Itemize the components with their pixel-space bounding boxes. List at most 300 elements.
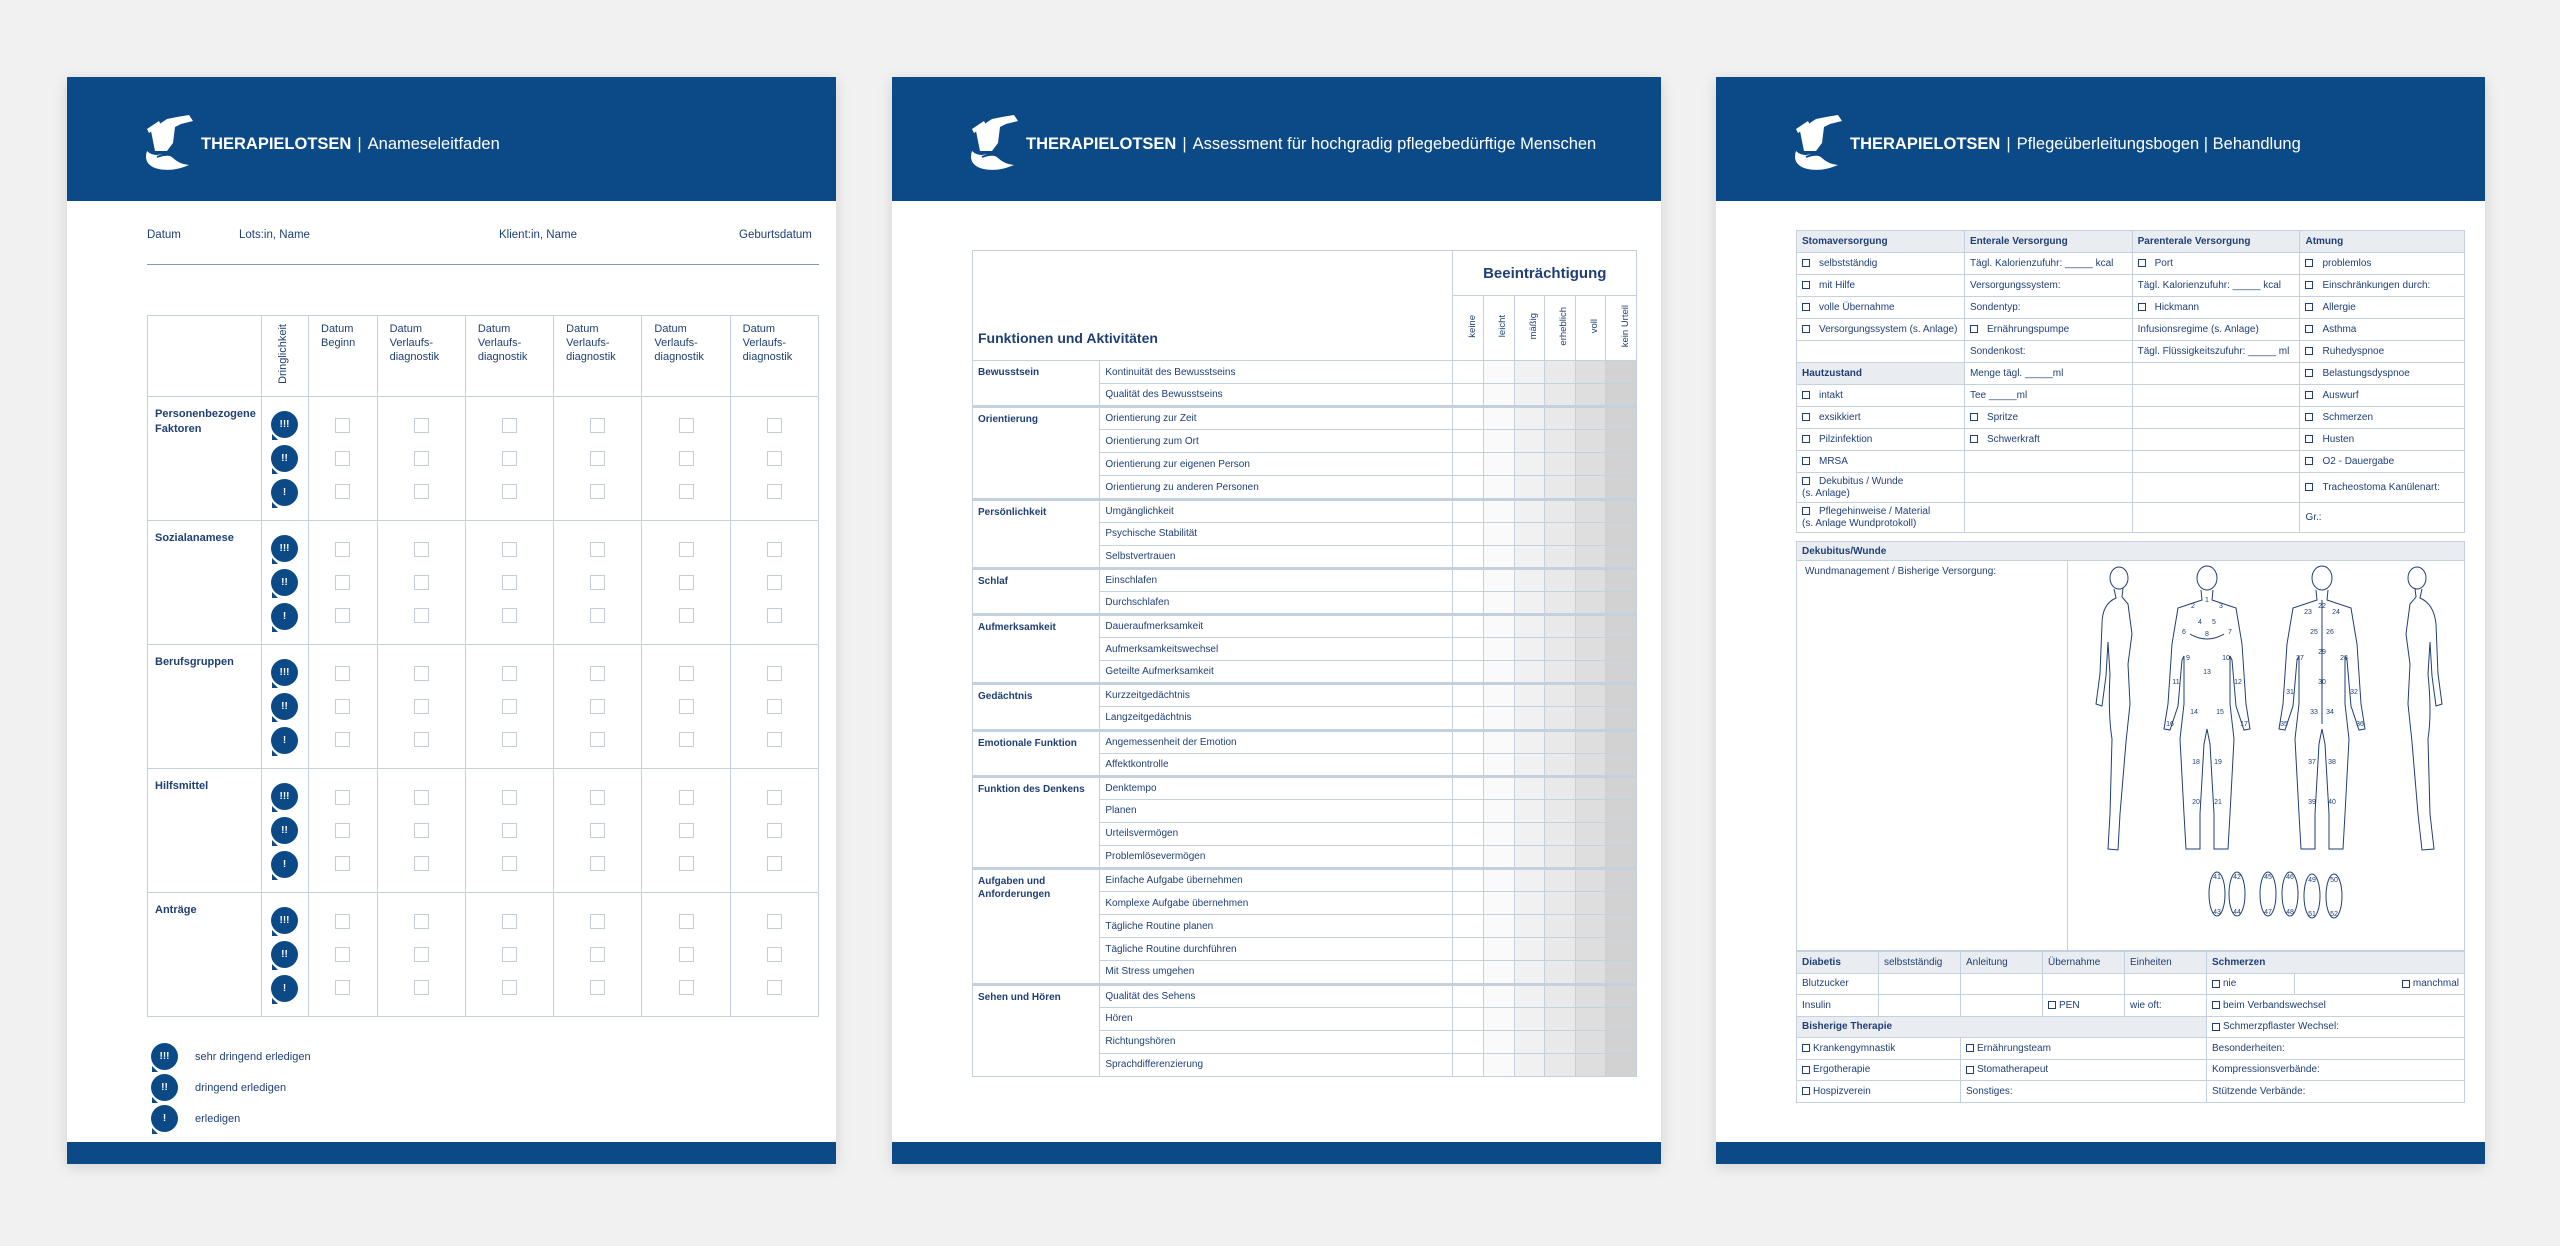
checkbox-icon[interactable] — [2138, 303, 2146, 311]
rating-cell[interactable] — [1545, 1030, 1576, 1053]
checkbox[interactable] — [767, 451, 782, 466]
rating-cell[interactable] — [1484, 799, 1515, 822]
rating-cell[interactable] — [1484, 568, 1515, 591]
rating-cell[interactable] — [1484, 407, 1515, 430]
checkbox[interactable] — [767, 608, 782, 623]
rating-cell[interactable] — [1575, 730, 1606, 753]
rating-cell[interactable] — [1484, 522, 1515, 545]
rating-cell[interactable] — [1514, 661, 1545, 684]
checkbox[interactable] — [590, 856, 605, 871]
rating-cell[interactable] — [1606, 776, 1637, 799]
checkbox[interactable] — [767, 575, 782, 590]
diabetes-cell[interactable] — [1961, 973, 2043, 995]
checkbox[interactable] — [502, 484, 517, 499]
checkbox-icon[interactable] — [2305, 391, 2313, 399]
rating-cell[interactable] — [1606, 1007, 1637, 1030]
checkbox[interactable] — [414, 542, 429, 557]
rating-cell[interactable] — [1606, 361, 1637, 384]
rating-cell[interactable] — [1606, 430, 1637, 453]
checkbox[interactable] — [679, 451, 694, 466]
checkbox[interactable] — [335, 484, 350, 499]
checkbox-icon[interactable] — [2048, 1001, 2056, 1009]
rating-cell[interactable] — [1514, 730, 1545, 753]
rating-cell[interactable] — [1453, 384, 1484, 407]
rating-cell[interactable] — [1514, 1030, 1545, 1053]
checkbox-icon[interactable] — [1802, 413, 1810, 421]
rating-cell[interactable] — [1453, 822, 1484, 845]
rating-cell[interactable] — [1453, 938, 1484, 961]
checkbox[interactable] — [414, 914, 429, 929]
rating-cell[interactable] — [1484, 499, 1515, 522]
checkbox[interactable] — [767, 980, 782, 995]
checkbox[interactable] — [335, 856, 350, 871]
rating-cell[interactable] — [1453, 869, 1484, 892]
rating-cell[interactable] — [1453, 499, 1484, 522]
rating-cell[interactable] — [1575, 1030, 1606, 1053]
rating-cell[interactable] — [1514, 453, 1545, 476]
rating-cell[interactable] — [1575, 476, 1606, 499]
rating-cell[interactable] — [1545, 361, 1576, 384]
rating-cell[interactable] — [1575, 892, 1606, 915]
rating-cell[interactable] — [1545, 822, 1576, 845]
rating-cell[interactable] — [1484, 915, 1515, 938]
checkbox[interactable] — [679, 699, 694, 714]
rating-cell[interactable] — [1606, 892, 1637, 915]
checkbox[interactable] — [502, 451, 517, 466]
checkbox[interactable] — [502, 980, 517, 995]
checkbox[interactable] — [335, 542, 350, 557]
rating-cell[interactable] — [1484, 684, 1515, 707]
rating-cell[interactable] — [1514, 568, 1545, 591]
rating-cell[interactable] — [1484, 591, 1515, 614]
checkbox-icon[interactable] — [1802, 507, 1810, 515]
checkbox[interactable] — [767, 914, 782, 929]
checkbox-icon[interactable] — [2305, 369, 2313, 377]
rating-cell[interactable] — [1514, 638, 1545, 661]
rating-cell[interactable] — [1606, 799, 1637, 822]
checkbox[interactable] — [502, 608, 517, 623]
rating-cell[interactable] — [1453, 684, 1484, 707]
checkbox[interactable] — [590, 608, 605, 623]
checkbox[interactable] — [414, 666, 429, 681]
rating-cell[interactable] — [1575, 499, 1606, 522]
diabetes-cell[interactable] — [1879, 973, 1961, 995]
checkbox[interactable] — [502, 790, 517, 805]
checkbox-icon[interactable] — [1802, 391, 1810, 399]
checkbox[interactable] — [414, 699, 429, 714]
checkbox[interactable] — [335, 699, 350, 714]
rating-cell[interactable] — [1484, 361, 1515, 384]
checkbox[interactable] — [335, 666, 350, 681]
rating-cell[interactable] — [1606, 499, 1637, 522]
rating-cell[interactable] — [1514, 869, 1545, 892]
checkbox[interactable] — [335, 732, 350, 747]
checkbox[interactable] — [590, 418, 605, 433]
rating-cell[interactable] — [1606, 615, 1637, 638]
rating-cell[interactable] — [1575, 869, 1606, 892]
checkbox[interactable] — [767, 947, 782, 962]
checkbox[interactable] — [335, 418, 350, 433]
checkbox[interactable] — [502, 856, 517, 871]
checkbox[interactable] — [502, 823, 517, 838]
checkbox[interactable] — [679, 542, 694, 557]
rating-cell[interactable] — [1453, 1030, 1484, 1053]
checkbox-icon[interactable] — [1966, 1066, 1974, 1074]
rating-cell[interactable] — [1514, 799, 1545, 822]
rating-cell[interactable] — [1606, 961, 1637, 984]
checkbox[interactable] — [414, 980, 429, 995]
rating-cell[interactable] — [1453, 1053, 1484, 1076]
checkbox[interactable] — [414, 732, 429, 747]
rating-cell[interactable] — [1606, 453, 1637, 476]
rating-cell[interactable] — [1575, 707, 1606, 730]
checkbox[interactable] — [414, 484, 429, 499]
rating-cell[interactable] — [1545, 684, 1576, 707]
rating-cell[interactable] — [1514, 384, 1545, 407]
rating-cell[interactable] — [1453, 522, 1484, 545]
checkbox[interactable] — [679, 575, 694, 590]
rating-cell[interactable] — [1575, 591, 1606, 614]
rating-cell[interactable] — [1484, 545, 1515, 568]
rating-cell[interactable] — [1575, 361, 1606, 384]
rating-cell[interactable] — [1575, 615, 1606, 638]
rating-cell[interactable] — [1514, 430, 1545, 453]
checkbox[interactable] — [502, 699, 517, 714]
rating-cell[interactable] — [1453, 476, 1484, 499]
rating-cell[interactable] — [1575, 984, 1606, 1007]
checkbox[interactable] — [414, 856, 429, 871]
rating-cell[interactable] — [1484, 822, 1515, 845]
rating-cell[interactable] — [1545, 522, 1576, 545]
rating-cell[interactable] — [1514, 845, 1545, 868]
checkbox[interactable] — [414, 451, 429, 466]
checkbox[interactable] — [767, 542, 782, 557]
checkbox[interactable] — [502, 732, 517, 747]
rating-cell[interactable] — [1606, 915, 1637, 938]
checkbox[interactable] — [590, 980, 605, 995]
rating-cell[interactable] — [1575, 684, 1606, 707]
rating-cell[interactable] — [1606, 822, 1637, 845]
rating-cell[interactable] — [1606, 661, 1637, 684]
rating-cell[interactable] — [1575, 776, 1606, 799]
checkbox-icon[interactable] — [1802, 325, 1810, 333]
checkbox[interactable] — [679, 980, 694, 995]
checkbox-icon[interactable] — [1802, 435, 1810, 443]
rating-cell[interactable] — [1545, 384, 1576, 407]
rating-cell[interactable] — [1545, 869, 1576, 892]
rating-cell[interactable] — [1606, 1030, 1637, 1053]
rating-cell[interactable] — [1606, 707, 1637, 730]
checkbox[interactable] — [414, 575, 429, 590]
checkbox-icon[interactable] — [1970, 413, 1978, 421]
rating-cell[interactable] — [1575, 1053, 1606, 1076]
rating-cell[interactable] — [1606, 869, 1637, 892]
rating-cell[interactable] — [1484, 961, 1515, 984]
checkbox-icon[interactable] — [2305, 457, 2313, 465]
rating-cell[interactable] — [1453, 453, 1484, 476]
checkbox[interactable] — [679, 608, 694, 623]
rating-cell[interactable] — [1575, 522, 1606, 545]
rating-cell[interactable] — [1514, 892, 1545, 915]
rating-cell[interactable] — [1514, 984, 1545, 1007]
rating-cell[interactable] — [1514, 522, 1545, 545]
rating-cell[interactable] — [1545, 476, 1576, 499]
rating-cell[interactable] — [1484, 384, 1515, 407]
checkbox-icon[interactable] — [2212, 1023, 2220, 1031]
rating-cell[interactable] — [1606, 684, 1637, 707]
rating-cell[interactable] — [1545, 1053, 1576, 1076]
rating-cell[interactable] — [1545, 730, 1576, 753]
rating-cell[interactable] — [1575, 430, 1606, 453]
rating-cell[interactable] — [1575, 638, 1606, 661]
rating-cell[interactable] — [1453, 845, 1484, 868]
rating-cell[interactable] — [1545, 799, 1576, 822]
checkbox[interactable] — [590, 699, 605, 714]
rating-cell[interactable] — [1606, 407, 1637, 430]
rating-cell[interactable] — [1545, 591, 1576, 614]
rating-cell[interactable] — [1514, 499, 1545, 522]
diabetes-cell[interactable] — [2125, 973, 2207, 995]
rating-cell[interactable] — [1545, 453, 1576, 476]
rating-cell[interactable] — [1575, 545, 1606, 568]
rating-cell[interactable] — [1514, 938, 1545, 961]
checkbox[interactable] — [590, 451, 605, 466]
rating-cell[interactable] — [1606, 568, 1637, 591]
rating-cell[interactable] — [1484, 476, 1515, 499]
checkbox[interactable] — [679, 823, 694, 838]
rating-cell[interactable] — [1545, 753, 1576, 776]
rating-cell[interactable] — [1575, 568, 1606, 591]
checkbox[interactable] — [679, 484, 694, 499]
rating-cell[interactable] — [1453, 591, 1484, 614]
checkbox-icon[interactable] — [2305, 303, 2313, 311]
checkbox[interactable] — [679, 947, 694, 962]
checkbox[interactable] — [590, 732, 605, 747]
rating-cell[interactable] — [1453, 961, 1484, 984]
checkbox[interactable] — [767, 823, 782, 838]
rating-cell[interactable] — [1514, 915, 1545, 938]
rating-cell[interactable] — [1606, 984, 1637, 1007]
checkbox[interactable] — [590, 947, 605, 962]
checkbox[interactable] — [590, 914, 605, 929]
rating-cell[interactable] — [1514, 615, 1545, 638]
checkbox-icon[interactable] — [1802, 281, 1810, 289]
rating-cell[interactable] — [1606, 522, 1637, 545]
rating-cell[interactable] — [1575, 799, 1606, 822]
checkbox[interactable] — [679, 666, 694, 681]
rating-cell[interactable] — [1484, 1053, 1515, 1076]
checkbox[interactable] — [335, 947, 350, 962]
rating-cell[interactable] — [1453, 615, 1484, 638]
checkbox[interactable] — [590, 790, 605, 805]
checkbox-icon[interactable] — [1970, 435, 1978, 443]
rating-cell[interactable] — [1484, 984, 1515, 1007]
rating-cell[interactable] — [1545, 707, 1576, 730]
rating-cell[interactable] — [1453, 361, 1484, 384]
checkbox[interactable] — [335, 790, 350, 805]
checkbox[interactable] — [414, 947, 429, 962]
checkbox[interactable] — [335, 575, 350, 590]
rating-cell[interactable] — [1545, 661, 1576, 684]
checkbox[interactable] — [502, 542, 517, 557]
rating-cell[interactable] — [1453, 430, 1484, 453]
checkbox[interactable] — [502, 914, 517, 929]
rating-cell[interactable] — [1484, 615, 1515, 638]
rating-cell[interactable] — [1453, 1007, 1484, 1030]
rating-cell[interactable] — [1453, 984, 1484, 1007]
rating-cell[interactable] — [1453, 776, 1484, 799]
rating-cell[interactable] — [1575, 407, 1606, 430]
checkbox[interactable] — [502, 418, 517, 433]
rating-cell[interactable] — [1514, 707, 1545, 730]
checkbox-icon[interactable] — [1966, 1044, 1974, 1052]
checkbox-icon[interactable] — [1970, 325, 1978, 333]
checkbox-icon[interactable] — [1802, 1066, 1810, 1074]
rating-cell[interactable] — [1484, 753, 1515, 776]
checkbox[interactable] — [590, 542, 605, 557]
checkbox[interactable] — [679, 732, 694, 747]
checkbox[interactable] — [767, 666, 782, 681]
rating-cell[interactable] — [1484, 845, 1515, 868]
rating-cell[interactable] — [1514, 684, 1545, 707]
checkbox[interactable] — [335, 980, 350, 995]
rating-cell[interactable] — [1514, 591, 1545, 614]
checkbox[interactable] — [679, 418, 694, 433]
rating-cell[interactable] — [1606, 476, 1637, 499]
rating-cell[interactable] — [1606, 938, 1637, 961]
checkbox-icon[interactable] — [2305, 413, 2313, 421]
rating-cell[interactable] — [1514, 1007, 1545, 1030]
checkbox[interactable] — [502, 947, 517, 962]
checkbox-icon[interactable] — [2212, 1001, 2220, 1009]
rating-cell[interactable] — [1514, 776, 1545, 799]
rating-cell[interactable] — [1545, 615, 1576, 638]
rating-cell[interactable] — [1545, 915, 1576, 938]
rating-cell[interactable] — [1545, 430, 1576, 453]
checkbox[interactable] — [590, 484, 605, 499]
rating-cell[interactable] — [1545, 1007, 1576, 1030]
rating-cell[interactable] — [1453, 753, 1484, 776]
checkbox-icon[interactable] — [2305, 325, 2313, 333]
rating-cell[interactable] — [1575, 753, 1606, 776]
rating-cell[interactable] — [1453, 730, 1484, 753]
checkbox-icon[interactable] — [2305, 347, 2313, 355]
rating-cell[interactable] — [1453, 545, 1484, 568]
checkbox[interactable] — [590, 575, 605, 590]
rating-cell[interactable] — [1545, 845, 1576, 868]
rating-cell[interactable] — [1545, 407, 1576, 430]
rating-cell[interactable] — [1545, 568, 1576, 591]
rating-cell[interactable] — [1575, 822, 1606, 845]
checkbox[interactable] — [335, 914, 350, 929]
checkbox-icon[interactable] — [1802, 477, 1810, 485]
rating-cell[interactable] — [1606, 753, 1637, 776]
checkbox[interactable] — [502, 575, 517, 590]
checkbox[interactable] — [414, 790, 429, 805]
rating-cell[interactable] — [1514, 476, 1545, 499]
rating-cell[interactable] — [1606, 384, 1637, 407]
checkbox[interactable] — [767, 699, 782, 714]
rating-cell[interactable] — [1606, 638, 1637, 661]
rating-cell[interactable] — [1484, 638, 1515, 661]
checkbox[interactable] — [335, 608, 350, 623]
rating-cell[interactable] — [1514, 1053, 1545, 1076]
checkbox-icon[interactable] — [1802, 457, 1810, 465]
checkbox[interactable] — [502, 666, 517, 681]
checkbox-icon[interactable] — [1802, 1087, 1810, 1095]
rating-cell[interactable] — [1484, 730, 1515, 753]
rating-cell[interactable] — [1514, 961, 1545, 984]
checkbox[interactable] — [590, 823, 605, 838]
rating-cell[interactable] — [1575, 915, 1606, 938]
rating-cell[interactable] — [1453, 568, 1484, 591]
rating-cell[interactable] — [1575, 661, 1606, 684]
rating-cell[interactable] — [1545, 984, 1576, 1007]
checkbox[interactable] — [679, 790, 694, 805]
rating-cell[interactable] — [1514, 361, 1545, 384]
rating-cell[interactable] — [1484, 430, 1515, 453]
rating-cell[interactable] — [1514, 545, 1545, 568]
checkbox[interactable] — [767, 732, 782, 747]
checkbox[interactable] — [679, 856, 694, 871]
checkbox-icon[interactable] — [2402, 980, 2410, 988]
rating-cell[interactable] — [1606, 1053, 1637, 1076]
checkbox-icon[interactable] — [2305, 281, 2313, 289]
rating-cell[interactable] — [1606, 730, 1637, 753]
checkbox[interactable] — [679, 914, 694, 929]
checkbox-icon[interactable] — [1802, 1044, 1810, 1052]
checkbox-icon[interactable] — [2138, 259, 2146, 267]
rating-cell[interactable] — [1484, 869, 1515, 892]
rating-cell[interactable] — [1575, 453, 1606, 476]
rating-cell[interactable] — [1484, 1030, 1515, 1053]
checkbox[interactable] — [767, 418, 782, 433]
checkbox-icon[interactable] — [2305, 483, 2313, 491]
rating-cell[interactable] — [1484, 1007, 1515, 1030]
rating-cell[interactable] — [1575, 845, 1606, 868]
rating-cell[interactable] — [1453, 799, 1484, 822]
checkbox-icon[interactable] — [2212, 980, 2220, 988]
rating-cell[interactable] — [1484, 776, 1515, 799]
checkbox[interactable] — [414, 608, 429, 623]
rating-cell[interactable] — [1514, 822, 1545, 845]
rating-cell[interactable] — [1453, 661, 1484, 684]
diabetes-cell[interactable] — [2043, 973, 2125, 995]
rating-cell[interactable] — [1484, 661, 1515, 684]
rating-cell[interactable] — [1545, 545, 1576, 568]
rating-cell[interactable] — [1514, 407, 1545, 430]
checkbox-icon[interactable] — [1802, 303, 1810, 311]
rating-cell[interactable] — [1453, 638, 1484, 661]
rating-cell[interactable] — [1606, 845, 1637, 868]
rating-cell[interactable] — [1484, 453, 1515, 476]
rating-cell[interactable] — [1575, 938, 1606, 961]
rating-cell[interactable] — [1545, 961, 1576, 984]
rating-cell[interactable] — [1453, 407, 1484, 430]
rating-cell[interactable] — [1545, 892, 1576, 915]
rating-cell[interactable] — [1575, 384, 1606, 407]
rating-cell[interactable] — [1575, 1007, 1606, 1030]
rating-cell[interactable] — [1484, 938, 1515, 961]
checkbox[interactable] — [767, 790, 782, 805]
checkbox-icon[interactable] — [1802, 259, 1810, 267]
rating-cell[interactable] — [1545, 938, 1576, 961]
checkbox[interactable] — [414, 823, 429, 838]
rating-cell[interactable] — [1545, 499, 1576, 522]
rating-cell[interactable] — [1606, 591, 1637, 614]
checkbox-icon[interactable] — [2305, 435, 2313, 443]
checkbox[interactable] — [767, 856, 782, 871]
